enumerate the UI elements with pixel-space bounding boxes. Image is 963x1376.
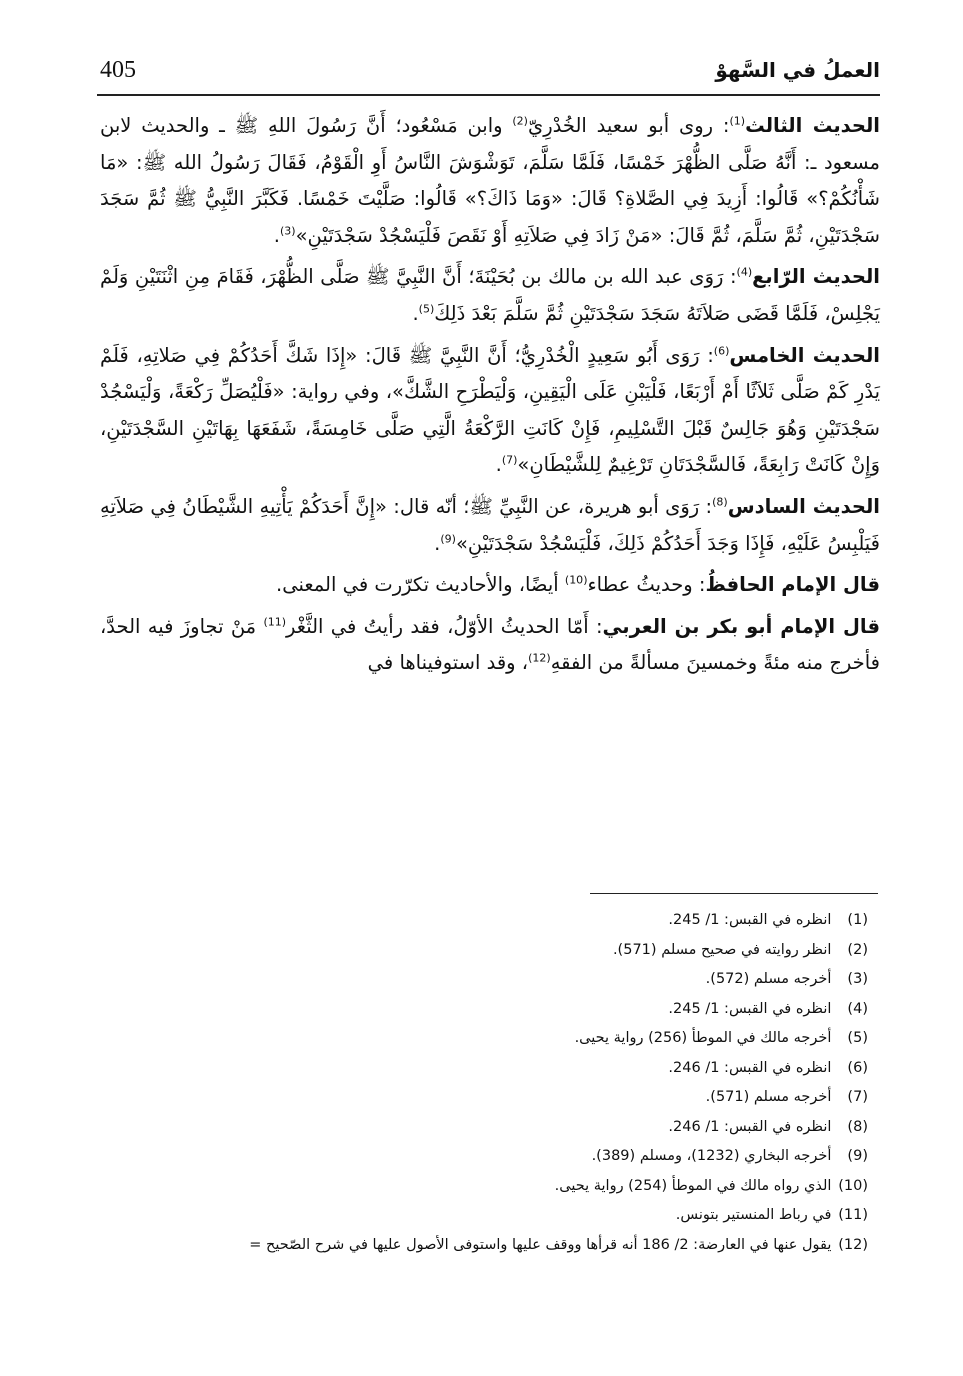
footnote-number: (1): [847, 912, 868, 928]
footnote: [50, 936, 868, 966]
footnote-ref: (11): [263, 615, 287, 629]
paragraph-text: : رَوَى أبو هريرة، عن النَّبِيِّ ﷺ؛ أنّه قال: «إِنَّ أَحَدَكُمْ يَأْتِيهِ الشَّيْطَانُ فِي صَلاَتِهِ فَيَلْبِسُ عَلَيْهِ، فَإِذَا وَجَدَ أَحَدُكُمْ ذَلِكَ، فَلْيَسْجُدْ سَجْدَتَيْنِ»: [100, 494, 880, 555]
footnote-ref: (9): [440, 532, 456, 546]
paragraph-text: : أَمّا الحديثُ الأوّلُ، فقد رأيتُ في الثَّغْر: [286, 614, 603, 638]
footnote-number: (3): [847, 971, 868, 987]
footnote-number: (7): [847, 1089, 868, 1105]
footnote-number: (8): [847, 1118, 868, 1135]
footnote-text: انظره في القبس: 1/ 246.: [668, 1118, 836, 1135]
footnote-ref: (5): [418, 302, 435, 316]
footnote: [50, 965, 868, 995]
footnote: [50, 906, 868, 936]
paragraph-text: : روى أبو سعيد الخُدْرِيّ: [527, 114, 730, 137]
footnote-text: انظر روايته في صحيح مسلم (571).: [612, 941, 836, 958]
hadith-heading: الحديث الثالث: [745, 114, 880, 137]
paragraph-text: .: [412, 301, 419, 325]
footnote-text: انظره في القبس: 1/ 245.: [668, 1000, 836, 1017]
footnote: [50, 1083, 868, 1113]
footnote-text: أخرجه مالك في الموطأ (256) رواية يحيى.: [574, 1030, 836, 1046]
footnote-number: (11): [838, 1207, 868, 1223]
footnote-number: (6): [847, 1059, 868, 1076]
footnote: [50, 1054, 868, 1084]
paragraph: [100, 338, 880, 484]
paragraph-text: : وحديثُ عطاء: [587, 573, 706, 597]
hadith-heading: قال الإمام أبو بكر بن العربي: [602, 614, 880, 638]
paragraph-text: : رَوَى أَبُو سَعِيدٍ الْخُدْرِيُّ؛ أَنَّ النَّبِيَّ ﷺ قَالَ: «إِذَا شَكَّ أَحَدُكُمْ فِي صَلاتِهِ، فَلَمْ يَدْرِ كَمْ صَلَّى ثَلاَثًا أَمْ أَرْبَعًا، فَلْيَبْنِ عَلَى الْيَقِينِ، وَلْيَطْرَحِ الشَّكَّ»، وفي رواية: «فَلْيُصَلِّ رَكْعَةً، وَلْيَسْجُدْ سَجْدَتَيْنِ وَهُوَ جَالِسٌ قَبْلَ التَّسْلِيمِ، فَإِنْ كَانَتِ الرَّكْعَةُ الَّتِي صَلَّى خَامِسَةً، شَفَعَهَا بِهَاتَيْنِ السَّجْدَتَيْنِ، وَإِنْ كَانَتْ رَابِعَةً، فَالسَّجْدَتَانِ تَرْغِيمٌ لِلشَّيْطَانِ»: [100, 343, 880, 477]
page-header: [100, 48, 880, 92]
paragraph: [100, 108, 880, 254]
paragraph-text: وابن مَسْعُود؛ أَنَّ رَسُولَ اللهِ ﷺ ـ والحديث لابن مسعود ـ: أَنَّهُ صَلَّى الظُّهْرَ خَمْسًا، فَلَمَّا سَلَّمَ، تَوَشْوَشَ النَّاسُ أَوِ الْقَوْمُ، فَقَالَ رَسُولُ الله ﷺ: «مَا شَأْنُكُمْ؟» قَالُوا: أَزِيدَ فِي الصَّلاةِ؟ قَالَ: «وَمَا ذَاكَ؟» قَالُوا: صَلَّيْتَ خَمْسًا. فَكَبَّرَ النَّبِيُّ ﷺ ثُمَّ سَجَدَ سَجْدَتَيْنِ، ثُمَّ سَلَّمَ، ثُمَّ قَالَ: «مَنْ زَادَ فِي صَلاَتِهِ أَوْ نَقَصَ فَلْيَسْجُدْ سَجْدَتَيْنِ»: [100, 114, 880, 247]
footnote-ref: (3): [280, 224, 296, 238]
footnote-ref: (1): [729, 114, 746, 128]
footnote: [50, 1172, 868, 1202]
footnote-ref: (6): [713, 344, 730, 358]
hadith-heading: قال الإمام الحافظُ: [705, 573, 880, 597]
running-title: العملُ في السَّهوْ: [715, 58, 880, 82]
paragraph: [100, 567, 880, 604]
footnote-text: أخرجه مسلم (571).: [705, 1089, 836, 1105]
footnote-number: (10): [838, 1177, 868, 1194]
paragraph-text: : رَوَى عبد الله بن مالك بن بُحَيْنَةَ؛ أَنَّ النَّبِيَّ ﷺ صَلَّى الظُّهْرَ، فَقَامَ مِنِ اثْنَتَيْنِ وَلَمْ يَجْلِسْ، فَلَمَّا قَضَى صَلاَتَهُ سَجَدَ سَجْدَتَيْنِ ثُمَّ سَلَّمَ بَعْدَ ذَلِكَ: [100, 265, 880, 325]
footnote-ref: (4): [736, 265, 753, 279]
footnote-text: انظره في القبس: 1/ 245.: [668, 912, 836, 928]
footnote: [50, 1024, 868, 1054]
paragraph-text: .: [273, 223, 280, 247]
paragraph: [100, 609, 880, 682]
footnotes: [50, 906, 868, 1260]
hadith-heading: الحديث الرّابع: [752, 265, 880, 289]
footnote-text: انظره في القبس: 1/ 246.: [668, 1059, 836, 1076]
footnote-text: يقول عنها في العارضة: 2/ 186 أنه قرأها ووقف عليها واستوفى الأصول عليها في شرح الصّحيح =: [249, 1236, 836, 1253]
footnote-number: (2): [847, 941, 868, 958]
footnote-number: (9): [847, 1148, 868, 1164]
paragraph: [100, 489, 880, 562]
footnote: [50, 1142, 868, 1172]
footnote-ref: (10): [564, 573, 588, 587]
footnote-text: الذي رواه مالك في الموطأ (254) رواية يحيى.: [554, 1177, 836, 1194]
footnote-text: أخرجه البخاري (1232)، ومسلم (389).: [591, 1148, 836, 1164]
footnote: [50, 995, 868, 1025]
footnote: [50, 1201, 868, 1231]
footnote-ref: (12): [528, 651, 551, 665]
paragraph-text: مَنْ تجاوزَ فيه الحدَّ، فأخرج منه مئةً وخمسينَ مسألةً من الفقهِ: [100, 614, 880, 675]
footnote: [50, 1113, 868, 1143]
footnote-divider: [590, 893, 878, 894]
paragraph-text: ، وقد استوفيناها في: [367, 651, 529, 675]
footnote-text: أخرجه مسلم (572).: [705, 971, 836, 987]
main-text: [100, 108, 880, 687]
footnote-number: (5): [847, 1030, 868, 1046]
paragraph: [100, 259, 880, 332]
footnote-ref: (7): [501, 453, 518, 467]
paragraph-text: .: [434, 531, 441, 555]
paragraph-text: أيضًا، والأحاديث تكرّرت في المعنى.: [276, 573, 565, 597]
footnote-ref: (2): [512, 114, 528, 128]
footnote: [50, 1231, 868, 1261]
paragraph-text: .: [495, 453, 502, 477]
hadith-heading: الحديث الخامس: [729, 343, 880, 367]
footnote-number: (12): [838, 1236, 868, 1253]
page-number: 405: [100, 56, 136, 83]
footnote-text: في رباط المنستير بتونس.: [675, 1207, 836, 1223]
footnote-ref: (8): [712, 495, 728, 509]
hadith-heading: الحديث السادس: [727, 494, 880, 518]
footnote-number: (4): [847, 1000, 868, 1017]
header-divider: [97, 94, 880, 96]
